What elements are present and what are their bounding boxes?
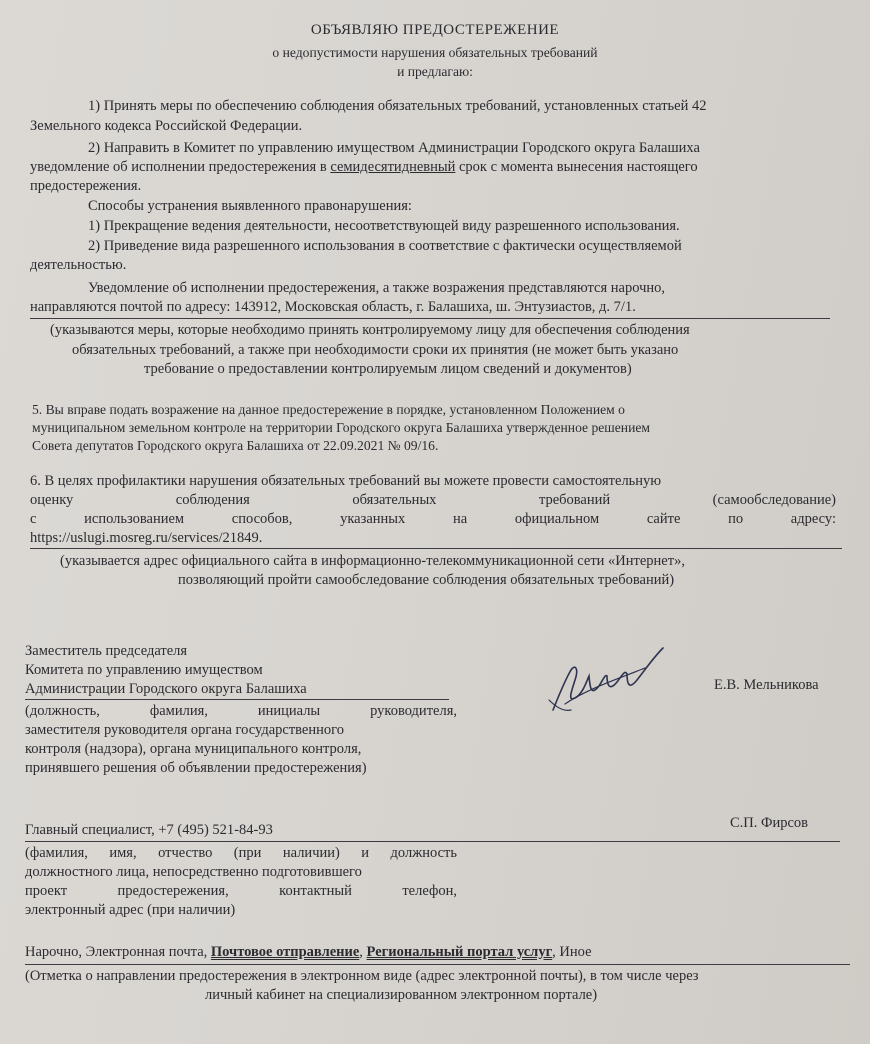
official-caption-line-2: заместителя руководителя органа государственного bbox=[25, 722, 344, 738]
specialist-caption-line-4: электронный адрес (при наличии) bbox=[25, 902, 236, 918]
paragraph-6-line-1: 6. В целях профилактики нарушения обязательных требований вы можете провести самостоятельную bbox=[30, 473, 662, 489]
paragraph-1-line-2: Земельного кодекса Российской Федерации. bbox=[30, 118, 303, 134]
paragraph-5-line-3: Совета депутатов Городского округа Балашиха от 22.09.2021 № 09/16. bbox=[32, 438, 439, 453]
url-underline bbox=[30, 548, 842, 549]
paragraph-1-line-1: 1) Принять меры по обеспечению соблюдения обязательных требований, установленных статьей 42 bbox=[88, 98, 707, 114]
document-subtitle-2: и предлагаю: bbox=[397, 64, 473, 79]
caption-measures-line-2: обязательных требований, а также при необходимости сроки их принятия (не может быть указано bbox=[72, 342, 679, 358]
paragraph-6-line-3: с использованием способов, указанных на официальном сайте по адресу: bbox=[30, 511, 836, 527]
specialist-caption-line-1: (фамилия, имя, отчество (при наличии) и должность bbox=[25, 845, 457, 861]
specialist-underline bbox=[25, 841, 840, 842]
handwritten-signature bbox=[545, 640, 695, 720]
caption-site-line-1: (указывается адрес официального сайта в информационно-телекоммуникационной сети «Интернет», bbox=[60, 553, 685, 569]
caption-site-line-2: позволяющий пройти самообследование соблюдения обязательных требований) bbox=[178, 572, 675, 588]
methods-item-2-line-2: деятельностью. bbox=[30, 257, 127, 273]
document-title: ОБЪЯВЛЯЮ ПРЕДОСТЕРЕЖЕНИЕ bbox=[310, 22, 560, 38]
methods-heading: Способы устранения выявленного правонарушения: bbox=[88, 198, 412, 214]
official-position-line-2: Комитета по управлению имуществом bbox=[25, 662, 263, 678]
paragraph-5-line-1: 5. Вы вправе подать возражение на данное предостережение в порядке, установленном Положением о bbox=[32, 402, 625, 417]
delivery-option-portal: Региональный портал услуг bbox=[366, 944, 553, 960]
paragraph-2-line-2 bbox=[30, 159, 698, 176]
paragraph-5-line-2: муниципальном земельном контроле на территории Городского округа Балашиха утвержденное решением bbox=[32, 420, 650, 435]
delivery-option-post: Почтовое отправление bbox=[210, 944, 360, 960]
paragraph-2-line-2-prefix: уведомление об исполнении предостережения в bbox=[30, 159, 331, 175]
paragraph-2-line-1: 2) Направить в Комитет по управлению имуществом Администрации Городского округа Балашиха bbox=[88, 140, 700, 156]
official-caption-line-1: (должность, фамилия, инициалы руководителя, bbox=[25, 703, 457, 719]
paragraph-2-line-2-suffix: срок с момента вынесения настоящего bbox=[455, 159, 698, 175]
delivery-separator: , bbox=[359, 944, 367, 960]
caption-measures-line-1: (указываются меры, которые необходимо принять контролируемому лицу для обеспечения соблюдения bbox=[50, 322, 690, 338]
official-caption-line-3: контроля (надзора), органа муниципального контроля, bbox=[25, 741, 362, 757]
methods-item-1: 1) Прекращение ведения деятельности, несоответствующей виду разрешенного использования. bbox=[88, 218, 680, 234]
official-name: Е.В. Мельникова bbox=[714, 677, 819, 693]
notice-underline bbox=[30, 318, 830, 319]
delivery-caption-line-1: (Отметка о направлении предостережения в электронном виде (адрес электронной почты), в том числе через bbox=[25, 968, 699, 984]
paragraph-6-line-2: оценку соблюдения обязательных требований (самообследование) bbox=[30, 492, 836, 508]
self-assessment-url: https://uslugi.mosreg.ru/services/21849. bbox=[30, 530, 263, 546]
paragraph-2-line-3: предостережения. bbox=[30, 178, 142, 194]
methods-item-2-line-1: 2) Приведение вида разрешенного использования в соответствие с фактически осуществляемой bbox=[88, 238, 682, 254]
delivery-options bbox=[25, 944, 592, 961]
document-subtitle: о недопустимости нарушения обязательных требований bbox=[272, 45, 598, 60]
official-position-line-3: Администрации Городского округа Балашиха bbox=[25, 681, 307, 697]
official-position-line-1: Заместитель председателя bbox=[25, 643, 188, 659]
caption-measures-line-3: требование о предоставлении контролируемым лицом сведений и документов) bbox=[144, 361, 632, 377]
specialist-name: С.П. Фирсов bbox=[730, 815, 809, 831]
delivery-option-plain: Нарочно, Электронная почта, bbox=[25, 944, 211, 960]
official-caption-line-4: принявшего решения об объявлении предостережения) bbox=[25, 760, 367, 776]
notice-line-2: направляются почтой по адресу: 143912, Московская область, г. Балашиха, ш. Энтузиастов, д. 7/1. bbox=[30, 299, 636, 315]
official-position-underline bbox=[25, 699, 449, 700]
specialist-caption-line-3: проект предостережения, контактный телефон, bbox=[25, 883, 457, 899]
specialist-caption-line-2: должностного лица, непосредственно подготовившего bbox=[25, 864, 362, 880]
delivery-caption-line-2: личный кабинет на специализированном электронном портале) bbox=[205, 987, 598, 1003]
delivery-option-other: , Иное bbox=[552, 944, 592, 960]
notice-line-1: Уведомление об исполнении предостережения, а также возражения представляются нарочно, bbox=[88, 280, 665, 296]
delivery-underline bbox=[25, 964, 850, 965]
specialist-position-phone: Главный специалист, +7 (495) 521-84-93 bbox=[25, 822, 273, 838]
deadline-term: семидесятидневный bbox=[330, 159, 456, 175]
